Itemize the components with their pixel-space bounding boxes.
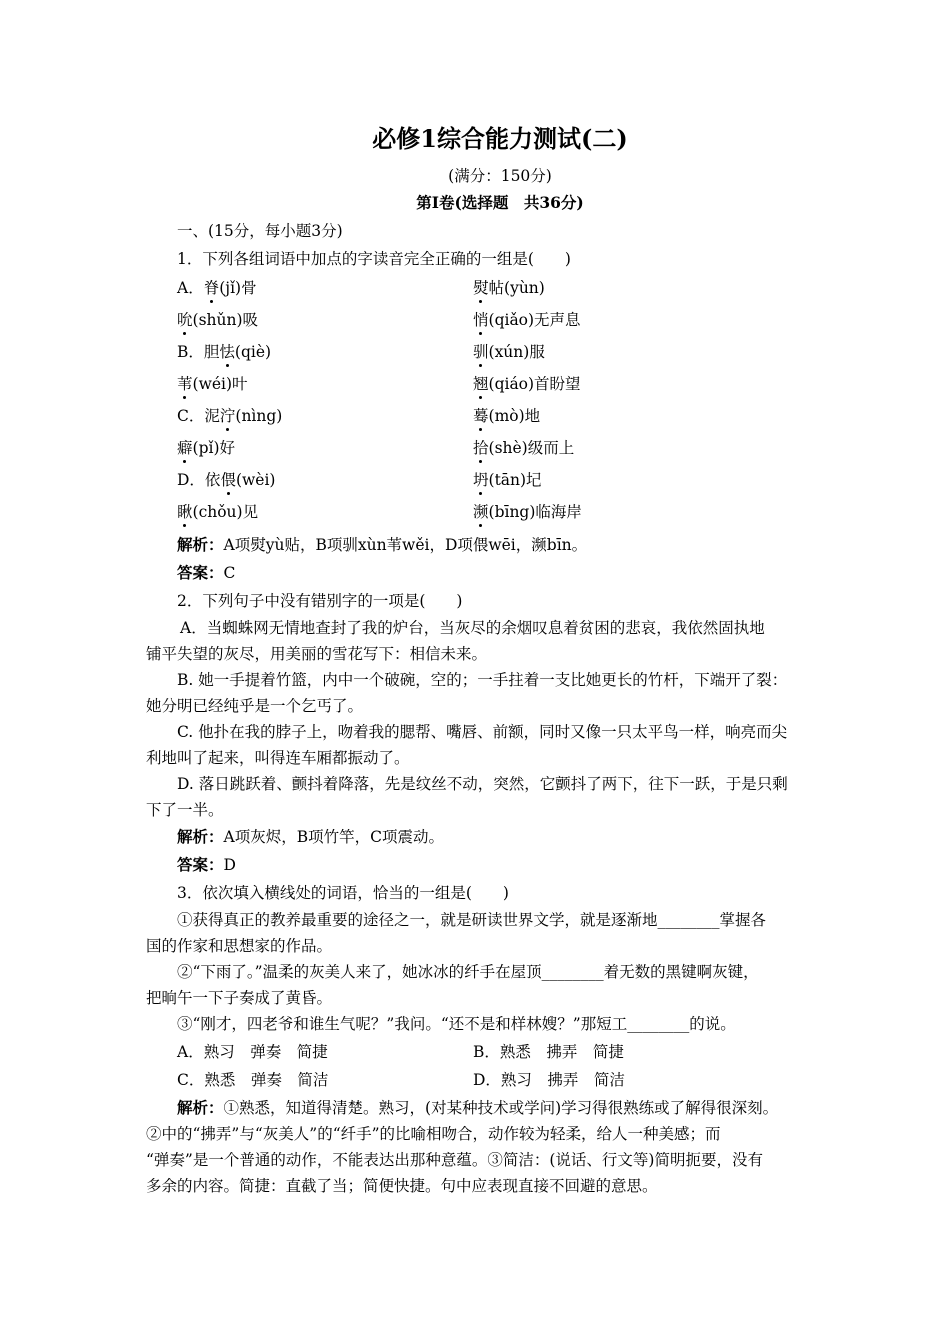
emphasis-dot-char: 驯 [473, 343, 489, 361]
q3-sentence2-line2: 把晌午一下子奏成了黄昏。 [146, 989, 333, 1007]
q2-option-d-line1: D. 落日跳跃着、颤抖着降落，先是纹丝不动，突然，它颤抖了两下，往下一跃，于是只剩 [177, 775, 788, 793]
emphasis-dot-char: 拾 [473, 439, 489, 457]
q1-option-a-word3: 吮(shǔn)吸 [177, 311, 259, 329]
q1-option-a-word4: 悄(qiǎo)无声息 [473, 311, 581, 329]
q3-sentence1-line1: ①获得真正的教养最重要的途径之一，就是研读世界文学，就是逐渐地________掌握各 [177, 911, 767, 929]
emphasis-dot-char: 脊 [203, 279, 220, 297]
q1-option-c-word1: C．泥泞(nìng) [177, 407, 283, 425]
q1-option-a-word2: 熨帖(yùn) [473, 279, 545, 297]
emphasis-dot-char: 吮 [177, 311, 193, 329]
q1-analysis: 解析：A项熨yù贴，B项驯xùn苇wěi，D项偎wēi，濒bīn。 [177, 535, 588, 554]
q1-answer: 答案：C [177, 563, 236, 582]
question-3-stem: 3．依次填入横线处的词语，恰当的一组是( ) [177, 884, 509, 902]
emphasis-dot-char: 怯 [219, 343, 235, 361]
emphasis-dot-char: 濒 [473, 503, 489, 521]
emphasis-dot-char: 坍 [473, 471, 489, 489]
q1-option-d-word2: 坍(tān)圮 [473, 471, 542, 489]
q3-option-c: C．熟悉 弹奏 简洁 [177, 1071, 329, 1089]
emphasis-dot-char: 蓦 [473, 407, 489, 425]
volume-heading: 第Ⅰ卷(选择题 共36分) [416, 193, 584, 212]
q3-sentence3: ③“刚才，四老爷和谁生气呢？”我问。“还不是和样林嫂？”那短工________的说。 [177, 1015, 736, 1033]
question-2-stem: 2．下列句子中没有错别字的一项是( ) [177, 592, 463, 610]
q2-option-c-line2: 利地叫了起来，叫得连车厢都振动了。 [146, 749, 410, 767]
emphasis-dot-char: 癖 [177, 439, 193, 457]
q3-analysis-line2: ②中的“拂弄”与“灰美人”的“纤手”的比喻相吻合，动作较为轻柔，给人一种美感；而 [146, 1125, 721, 1143]
q3-option-a: A．熟习 弹奏 简捷 [177, 1043, 328, 1061]
q2-option-a-line1: A．当蜘蛛网无情地查封了我的炉台，当灰尽的余烟叹息着贫困的悲哀，我依然固执地 [180, 619, 765, 637]
q1-option-b-word2: 驯(xún)服 [473, 343, 545, 361]
q3-option-b: B．熟悉 拂弄 简捷 [473, 1043, 624, 1061]
q3-analysis-line1: 解析：①熟悉，知道得清楚。熟习，(对某种技术或学问)学习得很熟练或了解得很深刻。 [177, 1098, 779, 1117]
emphasis-dot-char: 苇 [177, 375, 193, 393]
q3-sentence1-line2: 国的作家和思想家的作品。 [146, 937, 333, 955]
q1-option-b-word4: 翘(qiáo)首盼望 [473, 375, 581, 393]
q1-option-c-word3: 癖(pǐ)好 [177, 439, 235, 457]
q1-option-b-word3: 苇(wéi)叶 [177, 375, 248, 393]
emphasis-dot-char: 泞 [219, 407, 236, 425]
emphasis-dot-char: 悄 [473, 311, 489, 329]
question-1-stem: 1．下列各组词语中加点的字读音完全正确的一组是( ) [177, 250, 571, 268]
q2-answer: 答案：D [177, 855, 236, 874]
q1-option-c-word2: 蓦(mò)地 [473, 407, 541, 425]
q3-option-d: D．熟习 拂弄 简洁 [473, 1071, 625, 1089]
q1-option-c-word4: 拾(shè)级而上 [473, 439, 575, 457]
q1-option-d-word1: D．依偎(wèi) [177, 471, 276, 489]
q2-option-b-line2: 她分明已经纯乎是一个乞丐了。 [146, 697, 364, 715]
q2-analysis: 解析：A项灰烬，B项竹竿，C项震动。 [177, 827, 444, 846]
full-score: (满分：150分) [448, 167, 552, 185]
q2-option-d-line2: 下了一半。 [146, 801, 224, 819]
emphasis-dot-char: 翘 [473, 375, 489, 393]
emphasis-dot-char: 熨 [473, 279, 489, 297]
page-title: 必修1综合能力测试(二) [372, 124, 628, 153]
q2-option-c-line1: C. 他扑在我的脖子上，吻着我的腮帮、嘴唇、前额，同时又像一只太平鸟一样，响亮而尖 [177, 723, 788, 741]
q3-analysis-line3: “弹奏”是一个普通的动作，不能表达出那种意蕴。③简洁：(说话、行文等)简明扼要，没有 [146, 1151, 763, 1169]
section-heading: 一、(15分，每小题3分) [177, 222, 343, 240]
q1-option-d-word4: 濒(bīng)临海岸 [473, 503, 582, 521]
q3-sentence2-line1: ②“下雨了。”温柔的灰美人来了，她冰冰的纤手在屋顶________着无数的黑键啊灰键， [177, 963, 759, 981]
emphasis-dot-char: 偎 [220, 471, 236, 489]
q2-option-b-line1: B. 她一手提着竹篮，内中一个破碗，空的；一手拄着一支比她更长的竹杆，下端开了裂： [177, 671, 788, 689]
q1-option-b-word1: B．胆怯(qiè) [177, 343, 272, 361]
q2-option-a-line2: 铺平失望的灰尽，用美丽的雪花写下：相信未来。 [146, 645, 488, 663]
emphasis-dot-char: 瞅 [177, 503, 193, 521]
q3-analysis-line4: 多余的内容。简捷：直截了当；简便快捷。句中应表现直接不回避的意思。 [146, 1177, 658, 1195]
q1-option-a-word1: A．脊(jǐ)骨 [177, 279, 257, 297]
q1-option-d-word3: 瞅(chǒu)见 [177, 503, 259, 521]
